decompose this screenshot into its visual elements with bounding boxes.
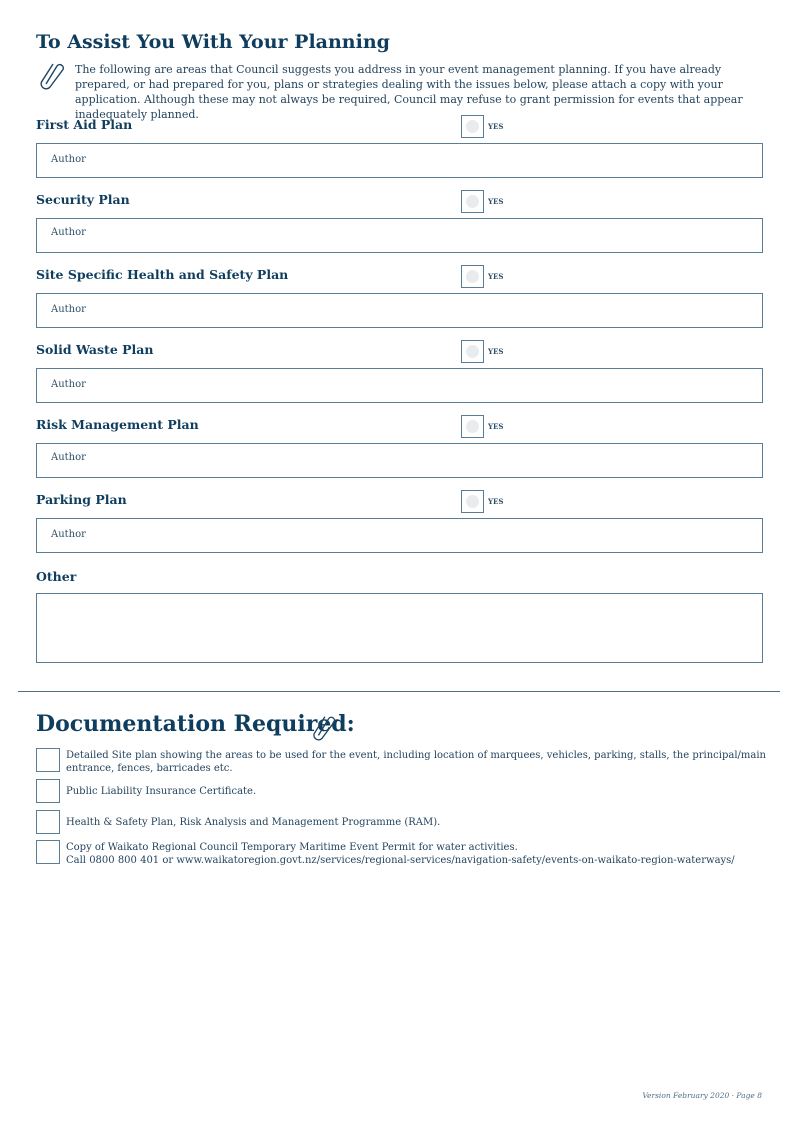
plan-author-input[interactable] [36,518,763,553]
plan-author-input[interactable] [36,293,763,328]
plan-label: Security Plan [36,192,130,207]
author-label: Author [51,304,86,315]
document-checkbox[interactable] [36,810,60,834]
other-input[interactable] [36,593,763,663]
yes-label: YES [488,272,504,281]
plan-yes-checkbox[interactable] [461,190,484,213]
plan-label: Solid Waste Plan [36,342,154,357]
section-divider [18,691,780,692]
plan-label: Site Specific Health and Safety Plan [36,267,289,282]
document-item-text: Public Liability Insurance Certificate. [66,786,257,797]
author-label: Author [51,154,86,165]
author-label: Author [51,529,86,540]
plan-author-input[interactable] [36,143,763,178]
author-label: Author [51,452,86,463]
paperclip-icon [40,60,64,90]
planning-intro: The following are areas that Council suggests you address in your event management planning. If you have already prepared, or had prepared for you, plans or strategies dealing with the issues below, please attach a copy with your application. Although these may not always be required, Council may refuse to grant permission for events that appear inadequately planned. [75,63,743,121]
plan-yes-checkbox[interactable] [461,115,484,138]
plan-yes-checkbox[interactable] [461,340,484,363]
plan-label: Risk Management Plan [36,417,199,432]
page-footer: Version February 2020 · Page 8 [642,1091,762,1100]
yes-label: YES [488,422,504,431]
document-item-text: Copy of Waikato Regional Council Temporary Maritime Event Permit for water activities. Call 0800 800 401 or www.waikatoregion.govt.nz/services/regional-services/navigation-safety/events-on-waikato-region-waterways/ [66,842,735,866]
other-label: Other [36,569,77,584]
yes-label: YES [488,197,504,206]
document-checkbox[interactable] [36,748,60,772]
plan-label: Parking Plan [36,492,127,507]
yes-label: YES [488,347,504,356]
document-item-text: Health & Safety Plan, Risk Analysis and Management Programme (RAM). [66,817,441,828]
yes-label: YES [488,497,504,506]
author-label: Author [51,379,86,390]
planning-title: To Assist You With Your Planning [36,31,390,53]
plan-yes-checkbox[interactable] [461,265,484,288]
plan-author-input[interactable] [36,443,763,478]
paperclip-icon [312,713,336,741]
yes-label: YES [488,122,504,131]
plan-author-input[interactable] [36,368,763,403]
plan-yes-checkbox[interactable] [461,415,484,438]
author-label: Author [51,227,86,238]
plan-label: First Aid Plan [36,117,133,132]
document-checkbox[interactable] [36,840,60,864]
plan-author-input[interactable] [36,218,763,253]
documentation-title: Documentation Required: [36,711,355,737]
document-item-text: Detailed Site plan showing the areas to be used for the event, including location of marquees, vehicles, parking, stalls, the principal/main entrance, fences, barricades etc. [66,750,766,774]
document-checkbox[interactable] [36,779,60,803]
plan-yes-checkbox[interactable] [461,490,484,513]
